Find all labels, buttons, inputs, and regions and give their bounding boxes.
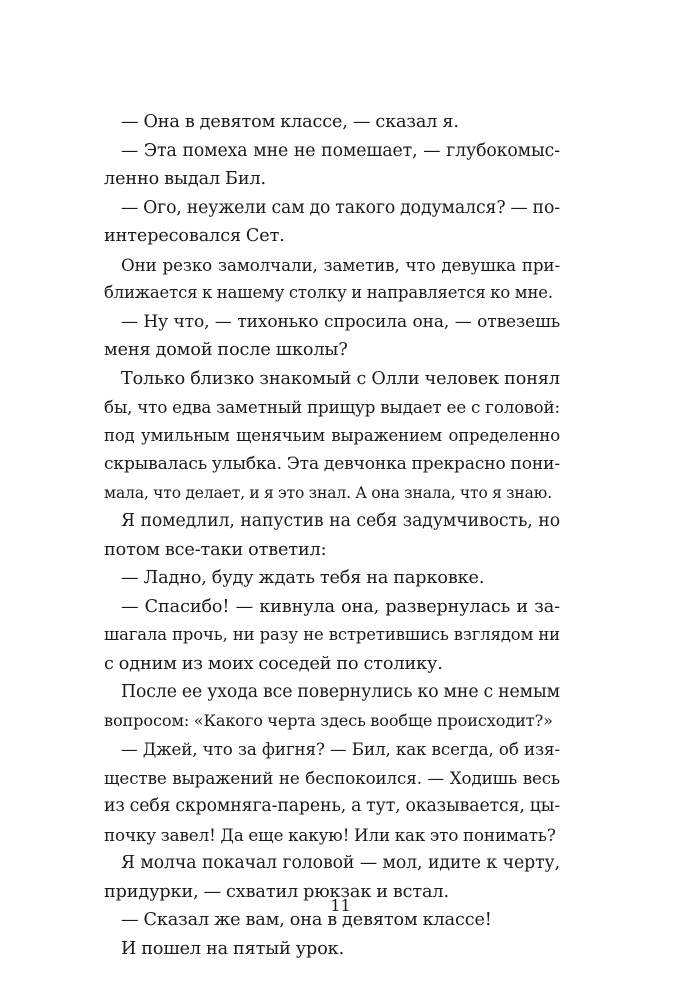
- text-line: ленно выдал Бил.: [104, 169, 267, 189]
- text-line: меня домой после школы?: [104, 340, 348, 360]
- text-line: — Эта помеха мне не помешает, — глубокомыс-: [121, 140, 560, 161]
- text-line: под умильным щенячьим выражением определенно: [104, 425, 560, 445]
- text-line: из себя скромняга-парень, а тут, оказывается, цы-: [104, 796, 561, 816]
- text-line: И пошел на пятый урок.: [121, 938, 345, 959]
- text-line: Я помедлил, напустив на себя задумчивость, но: [121, 511, 560, 531]
- text-line: Я молча покачал головой — мол, идите к черту,: [121, 853, 560, 873]
- text-line: ближается к нашему столку и направляется ко мне.: [104, 283, 553, 302]
- text-line: — Ого, неужели сам до такого додумался? — по-: [121, 197, 560, 218]
- page-number: 11: [330, 896, 351, 915]
- text-line: бы, что едва заметный прищур выдает ее с головой:: [104, 397, 560, 417]
- text-line: Только близко знакомый с Олли человек понял: [121, 368, 560, 389]
- text-line: шагала прочь, ни разу не встретившись взглядом ни: [104, 625, 560, 644]
- text-line: потом все-таки ответил:: [104, 539, 327, 560]
- text-line: Они резко замолчали, заметив, что девушка при-: [121, 254, 560, 275]
- text-line: — Джей, что за фигня? — Бил, как всегда, об изя-: [121, 739, 560, 759]
- text-line: скрывалась улыбка. Эта девчонка прекрасно пони-: [104, 454, 560, 474]
- text-line: После ее ухода все повернулись ко мне с немым: [121, 682, 560, 702]
- text-line: почку завел! Да еще какую! Или как это понимать?: [104, 824, 556, 845]
- text-line: с одним из моих соседей по столику.: [104, 653, 443, 674]
- text-line: интересовался Сет.: [104, 226, 285, 246]
- text-line: придурки, — схватил рюкзак и встал.: [104, 881, 449, 902]
- body-text: [104, 108, 560, 963]
- text-line: — Она в девятом классе, — сказал я.: [121, 112, 459, 132]
- text-line: вопросом: «Какого черта здесь вообще происходит?»: [104, 710, 553, 730]
- text-line: ществе выражений не беспокоился. — Ходишь весь: [104, 767, 560, 788]
- text-line: — Ладно, буду ждать тебя на парковке.: [121, 568, 485, 588]
- text-line: мала, что делает, и я это знал. А она знала, что я знаю.: [104, 483, 553, 502]
- text-line: — Ну что, — тихонько спросила она, — отвезешь: [121, 311, 560, 332]
- text-line: — Спасибо! — кивнула она, развернулась и за-: [121, 596, 560, 617]
- text-line: — Сказал же вам, она в девятом классе!: [121, 910, 492, 930]
